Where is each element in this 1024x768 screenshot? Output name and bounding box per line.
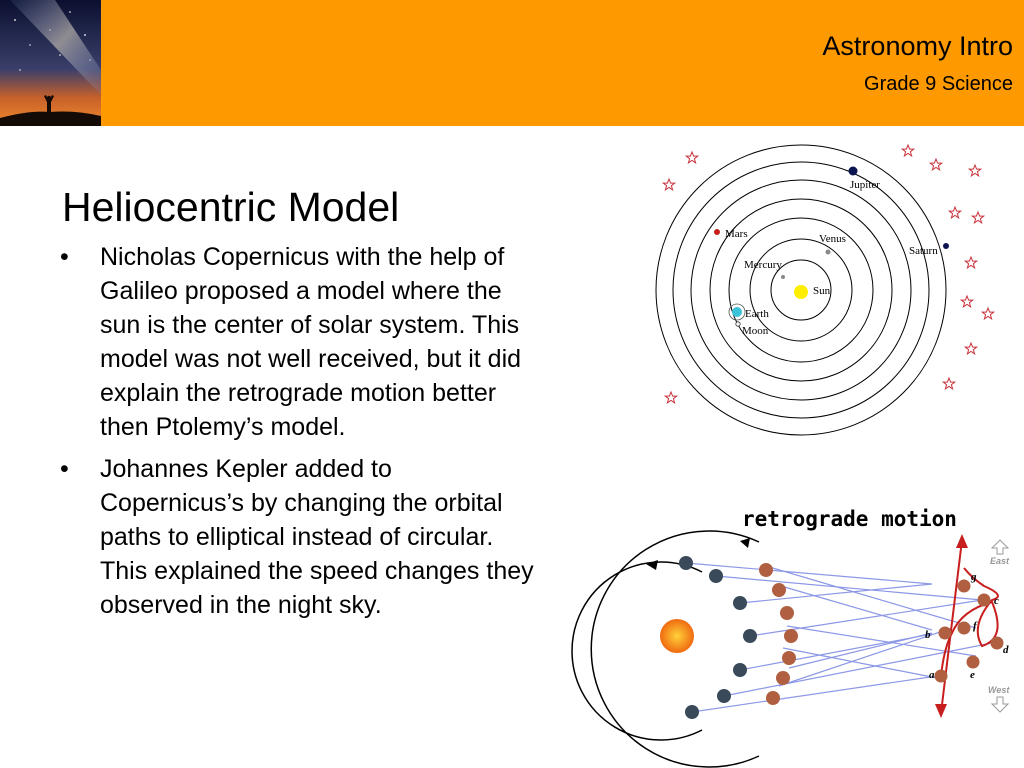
header-subtitle: Grade 9 Science: [864, 73, 1013, 95]
point-label-d: d: [1003, 644, 1009, 656]
point-label-f: f: [973, 620, 977, 632]
east-arrow-icon: [992, 540, 1008, 554]
saturn-marker: [943, 243, 949, 249]
track-arrow-up-icon: [956, 534, 968, 548]
orbit-arrow-icon: [740, 538, 750, 548]
east-label: East: [990, 556, 1010, 566]
slide-title: Heliocentric Model: [62, 184, 400, 230]
point-label-c: c: [994, 595, 999, 607]
point-label-g: g: [971, 571, 977, 583]
venus-label: Venus: [819, 233, 846, 245]
star-icon: [961, 296, 972, 307]
milky-way-photo: [0, 0, 101, 126]
jupiter-label: Jupiter: [850, 179, 880, 191]
mercury-marker: [781, 275, 785, 279]
moon-marker: [736, 322, 740, 326]
bullet-list: [60, 240, 540, 630]
earth-label: Earth: [745, 308, 769, 320]
star-icon: [965, 257, 976, 268]
star-icon: [902, 145, 913, 156]
orbit-arrow-icon: [646, 560, 658, 570]
saturn-label: Saturn: [909, 245, 938, 257]
star-icon: [969, 165, 980, 176]
bullet-item: [60, 452, 540, 622]
star-icon: [965, 343, 976, 354]
west-label: West: [988, 685, 1010, 695]
star-icon: [949, 207, 960, 218]
bullet-icon: •: [60, 243, 69, 271]
sun-marker: [794, 285, 808, 299]
star-icon: [930, 159, 941, 170]
retrograde-diagram: [552, 498, 1024, 768]
mars-label: Mars: [725, 228, 748, 240]
west-arrow-icon: [992, 697, 1008, 712]
star-icon: [982, 308, 993, 319]
sun-icon: [660, 619, 694, 653]
venus-marker: [826, 250, 831, 255]
track-arrow-down-icon: [935, 704, 947, 718]
bullet-icon: •: [60, 455, 69, 483]
star-icon: [686, 152, 697, 163]
star-icon: [972, 212, 983, 223]
mercury-label: Mercury: [744, 259, 782, 271]
heliocentric-diagram: [650, 135, 1000, 445]
point-label-b: b: [925, 629, 931, 641]
bullet-text: Nicholas Copernicus with the help of Galileo proposed a model where the sun is the center of solar system. This model was not well received, but it did explain the retrograde motion better then Ptolemy’s model.: [100, 243, 522, 441]
sun-label: Sun: [813, 285, 831, 297]
header-title: Astronomy Intro: [822, 31, 1013, 61]
point-label-e: e: [970, 669, 975, 681]
bullet-text: Johannes Kepler added to Copernicus’s by changing the orbital paths to elliptical instead of circular. This explained the speed changes they observed in the night sky.: [100, 455, 534, 619]
header-bar: [0, 0, 1024, 126]
star-icon: [665, 392, 676, 403]
earth-marker: [732, 307, 742, 317]
mars-marker: [714, 229, 720, 235]
moon-label: Moon: [742, 325, 769, 337]
point-label-a: a: [929, 669, 935, 681]
retrograde-title: retrograde motion: [742, 507, 957, 531]
jupiter-marker: [849, 167, 858, 176]
star-icon: [663, 179, 674, 190]
star-icon: [943, 378, 954, 389]
bullet-item: [60, 240, 540, 444]
